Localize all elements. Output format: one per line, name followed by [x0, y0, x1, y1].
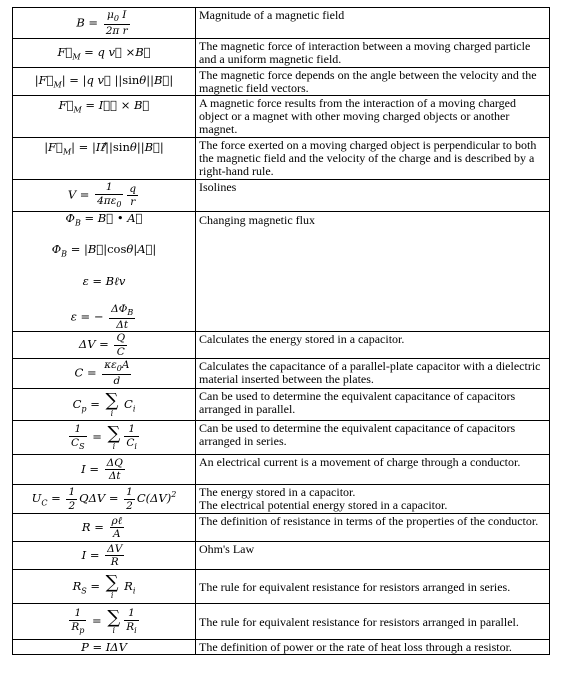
description-cell: Magnitude of a magnetic field [196, 8, 550, 39]
table-row [13, 138, 550, 180]
formula-cell: $F⃗_M = q$ v⃗ ×B⃗ [13, 39, 196, 68]
formula-line: $\Phi_B$ = |B⃗|cosθ|A⃗| [51, 241, 157, 259]
formula-cell: $R_S$ = ∑ i $R_i$ [13, 570, 196, 604]
description-cell: The definition of power or the rate of heat loss through a resistor. [196, 640, 550, 655]
table-row [13, 332, 550, 359]
table-row [13, 39, 550, 68]
table-row [13, 570, 550, 604]
description-cell: The rule for equivalent resistance for resistors arranged in series. [196, 570, 550, 604]
formula-cell: R = $\frac{\text{ρℓ}}{A}$ [13, 514, 196, 542]
table-row [13, 514, 550, 542]
table-row [13, 180, 550, 212]
table-row [13, 640, 550, 655]
formula-cell: $\frac{1}{R_p}$ = ∑ i $\frac{1}{R_i}$ [13, 604, 196, 640]
table-row [13, 96, 550, 138]
table-row [13, 359, 550, 389]
formula-cell [13, 212, 196, 332]
description-cell: The rule for equivalent resistance for resistors arranged in parallel. [196, 604, 550, 640]
formula-cell: $|F⃗_M| = |q$ v⃗ ||sinθ||B⃗| [13, 68, 196, 96]
description-cell: The force exerted on a moving charged object is perpendicular to both the magnetic field and the velocity of the charge and is described by a right-hand rule. [196, 138, 550, 180]
formula-cell: C = $\frac{\kappa\varepsilon_0A}{d}$ [13, 359, 196, 389]
formula-cell: ΔV = $\frac{Q}{C}$ [13, 332, 196, 359]
description-cell [196, 485, 550, 514]
description-cell: Calculates the energy stored in a capacitor. [196, 332, 550, 359]
formula-cell: B = $\frac{\mu_0 I}{\text{2π r}}$ [13, 8, 196, 39]
formula-line: $\Phi_B$ = B⃗ • A⃗ [65, 211, 143, 227]
formula-cell: P = IΔV [13, 640, 196, 655]
formula-cell: $U_C$ = $\frac{1}{2}$ QΔV = $\frac{1}{2}$ $C(\Delta V)^2$ [13, 485, 196, 514]
table-row [13, 455, 550, 485]
description-cell: The magnetic force depends on the angle between the velocity and the magnetic field vectors. [196, 68, 550, 96]
description-cell: The magnetic force of interaction between a moving charged particle and a uniform magnetic field. [196, 39, 550, 68]
table-row [13, 212, 550, 332]
table-row [13, 68, 550, 96]
formula-cell: $C_p$ = ∑ i $C_i$ [13, 389, 196, 421]
description-line: The energy stored in a capacitor. [199, 485, 356, 499]
formula-table [12, 7, 550, 655]
formula-cell: I = $\frac{\Delta V}{R}$ [13, 542, 196, 570]
description-cell: The definition of resistance in terms of the properties of the conductor. [196, 514, 550, 542]
table-row [13, 389, 550, 421]
formula-cell: $\frac{1}{C_S}$ = ∑ i $\frac{1}{C_i}$ [13, 421, 196, 455]
description-cell: Can be used to determine the equivalent capacitance of capacitors arranged in parallel. [196, 389, 550, 421]
description-cell: Changing magnetic flux [196, 212, 550, 332]
description-cell: A magnetic force results from the interaction of a moving charged object or a magnet with other moving charged objects or another magnet. [196, 96, 550, 138]
formula-cell: $F⃗_M$ = Iℓ⃗ × B⃗ [13, 96, 196, 138]
table-row [13, 604, 550, 640]
formula-cell: I = $\frac{\Delta Q}{\Delta t}$ [13, 455, 196, 485]
description-cell: Calculates the capacitance of a parallel-plate capacitor with a dielectric material inserted between the plates. [196, 359, 550, 389]
description-line: The electrical potential energy stored in a capacitor. [199, 498, 448, 512]
formula-line: ε = − $\frac{\Delta\Phi_B}{\Delta t}$ [70, 302, 134, 331]
description-cell: Can be used to determine the equivalent capacitance of capacitors arranged in series. [196, 421, 550, 455]
description-cell: Isolines [196, 180, 550, 212]
formula-cell: V = $\frac{1}{4\pi\varepsilon_0}$ $\frac{q}{r}$ [13, 180, 196, 212]
description-cell: Ohm's Law [196, 542, 550, 570]
description-cell: An electrical current is a movement of charge through a conductor. [196, 455, 550, 485]
table-row [13, 421, 550, 455]
table-row [13, 542, 550, 570]
formula-cell: $|F⃗_M|$ = |Iℓ⃗||sinθ||B⃗| [13, 138, 196, 180]
table-row [13, 8, 550, 39]
formula-line: ε = Bℓv [82, 274, 126, 289]
table-row [13, 485, 550, 514]
